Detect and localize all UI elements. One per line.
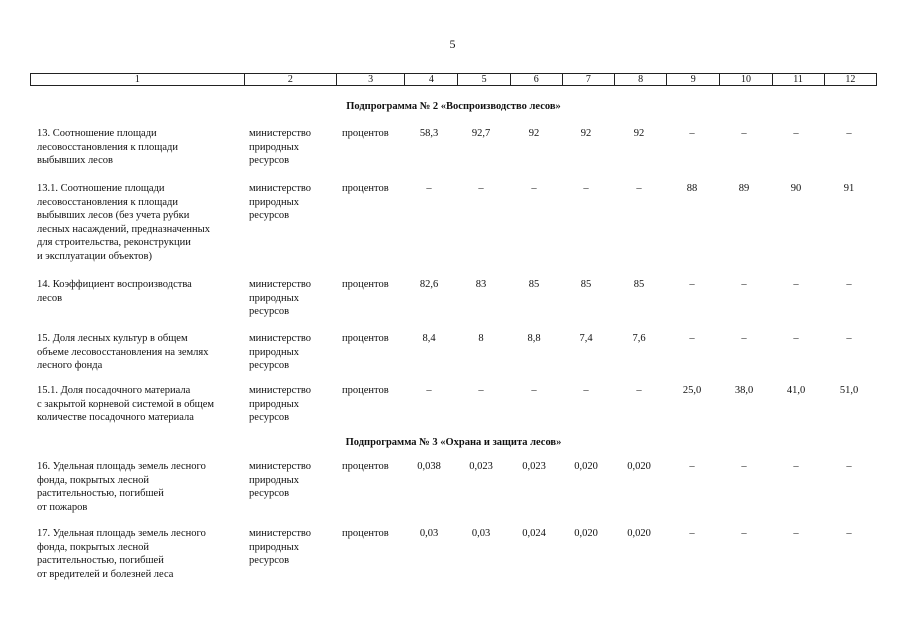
unit-of-measure: процентов	[342, 128, 389, 139]
indicator-name: 15. Доля лесных культур в общем объеме лесовосстановления на землях лесного фонда	[37, 333, 209, 371]
indicator-value: 8	[478, 333, 484, 344]
unit-of-measure: процентов	[342, 528, 389, 539]
indicator-value: 92	[580, 128, 592, 139]
header-col-1: 1	[31, 74, 245, 86]
indicator-value: –	[741, 528, 747, 539]
unit-of-measure: процентов	[342, 333, 389, 344]
indicator-value: –	[426, 183, 432, 194]
indicator-value: –	[689, 528, 695, 539]
indicator-value: 85	[580, 279, 592, 290]
indicator-value: –	[689, 128, 695, 139]
indicator-value: 8,8	[527, 333, 541, 344]
indicator-value: –	[793, 128, 799, 139]
indicator-value: 85	[528, 279, 540, 290]
indicator-value: –	[846, 528, 852, 539]
unit-of-measure: процентов	[342, 279, 389, 290]
indicator-name: 17. Удельная площадь земель лесного фонда, покрытых лесной растительностью, погибшей от вредителей и болезней леса	[37, 528, 206, 580]
indicator-value: –	[846, 279, 852, 290]
header-col-4: 4	[405, 74, 458, 86]
unit-of-measure: процентов	[342, 183, 389, 194]
indicator-value: –	[741, 128, 747, 139]
indicator-value: –	[741, 333, 747, 344]
indicator-value: 51,0	[839, 385, 859, 396]
indicator-value: 92	[633, 128, 645, 139]
indicator-value: 90	[790, 183, 802, 194]
indicator-value: 88	[686, 183, 698, 194]
indicator-value: 25,0	[682, 385, 702, 396]
indicator-value: –	[846, 333, 852, 344]
indicator-value: 0,020	[574, 528, 598, 539]
indicator-value: 7,6	[632, 333, 646, 344]
indicator-value: –	[426, 385, 432, 396]
header-col-11: 11	[772, 74, 824, 86]
indicator-value: –	[741, 461, 747, 472]
indicator-value: –	[689, 461, 695, 472]
indicator-value: 8,4	[422, 333, 436, 344]
indicator-value: –	[478, 385, 484, 396]
responsible-executor: министерство природных ресурсов	[249, 385, 312, 423]
section-title: Подпрограмма № 2 «Воспроизводство лесов»	[346, 101, 561, 112]
indicator-name: 13. Соотношение площади лесовосстановления к площади выбывших лесов	[37, 128, 178, 166]
indicator-name: 15.1. Доля посадочного материала с закрытой корневой системой в общем количестве посадочного материала	[37, 385, 215, 423]
indicator-name: 13.1. Соотношение площади лесовосстановления к площади выбывших лесов (без учета рубки лесных насаждений, предназначенных для строительства, реконструкции и эксплуатации объектов)	[37, 183, 210, 262]
indicator-value: 41,0	[786, 385, 806, 396]
indicator-value: 58,3	[419, 128, 439, 139]
indicator-value: 7,4	[579, 333, 593, 344]
indicator-value: –	[531, 385, 537, 396]
indicator-value: –	[846, 128, 852, 139]
indicator-value: –	[636, 183, 642, 194]
indicator-value: 92	[528, 128, 540, 139]
header-col-3: 3	[337, 74, 405, 86]
header-col-7: 7	[562, 74, 614, 86]
indicator-value: –	[636, 385, 642, 396]
indicator-value: 89	[738, 183, 750, 194]
column-number-header	[30, 73, 877, 86]
responsible-executor: министерство природных ресурсов	[249, 279, 312, 317]
indicator-value: 0,020	[627, 461, 651, 472]
indicator-value: –	[793, 461, 799, 472]
indicator-value: 0,038	[417, 461, 441, 472]
indicator-value: –	[689, 279, 695, 290]
header-col-6: 6	[510, 74, 562, 86]
header-col-8: 8	[615, 74, 667, 86]
indicator-value: 85	[633, 279, 645, 290]
responsible-executor: министерство природных ресурсов	[249, 183, 312, 221]
indicator-value: 0,020	[627, 528, 651, 539]
indicator-value: 0,023	[469, 461, 493, 472]
indicator-value: 91	[843, 183, 855, 194]
indicator-value: 0,03	[471, 528, 491, 539]
indicator-value: –	[793, 333, 799, 344]
indicator-name: 16. Удельная площадь земель лесного фонда, покрытых лесной растительностью, погибшей от пожаров	[37, 461, 206, 513]
responsible-executor: министерство природных ресурсов	[249, 128, 312, 166]
indicator-value: –	[478, 183, 484, 194]
header-col-5: 5	[458, 74, 510, 86]
page-number: 5	[449, 37, 456, 51]
indicator-value: –	[583, 183, 589, 194]
indicator-value: 83	[475, 279, 487, 290]
responsible-executor: министерство природных ресурсов	[249, 461, 312, 499]
indicator-value: –	[846, 461, 852, 472]
indicator-value: –	[583, 385, 589, 396]
responsible-executor: министерство природных ресурсов	[249, 528, 312, 566]
indicator-value: 0,023	[522, 461, 546, 472]
header-col-12: 12	[824, 74, 876, 86]
indicator-value: –	[793, 528, 799, 539]
indicator-value: –	[531, 183, 537, 194]
header-col-10: 10	[720, 74, 772, 86]
indicator-value: 82,6	[419, 279, 439, 290]
indicator-value: 0,03	[419, 528, 439, 539]
indicator-value: –	[793, 279, 799, 290]
header-col-9: 9	[667, 74, 720, 86]
indicator-name: 14. Коэффициент воспроизводства лесов	[37, 279, 192, 304]
indicator-value: 0,024	[522, 528, 546, 539]
section-title: Подпрограмма № 3 «Охрана и защита лесов»	[345, 437, 562, 448]
unit-of-measure: процентов	[342, 461, 389, 472]
indicator-value: 92,7	[471, 128, 491, 139]
unit-of-measure: процентов	[342, 385, 389, 396]
indicator-value: 0,020	[574, 461, 598, 472]
indicator-value: –	[741, 279, 747, 290]
indicator-value: 38,0	[734, 385, 754, 396]
header-col-2: 2	[244, 74, 336, 86]
responsible-executor: министерство природных ресурсов	[249, 333, 312, 371]
indicator-value: –	[689, 333, 695, 344]
